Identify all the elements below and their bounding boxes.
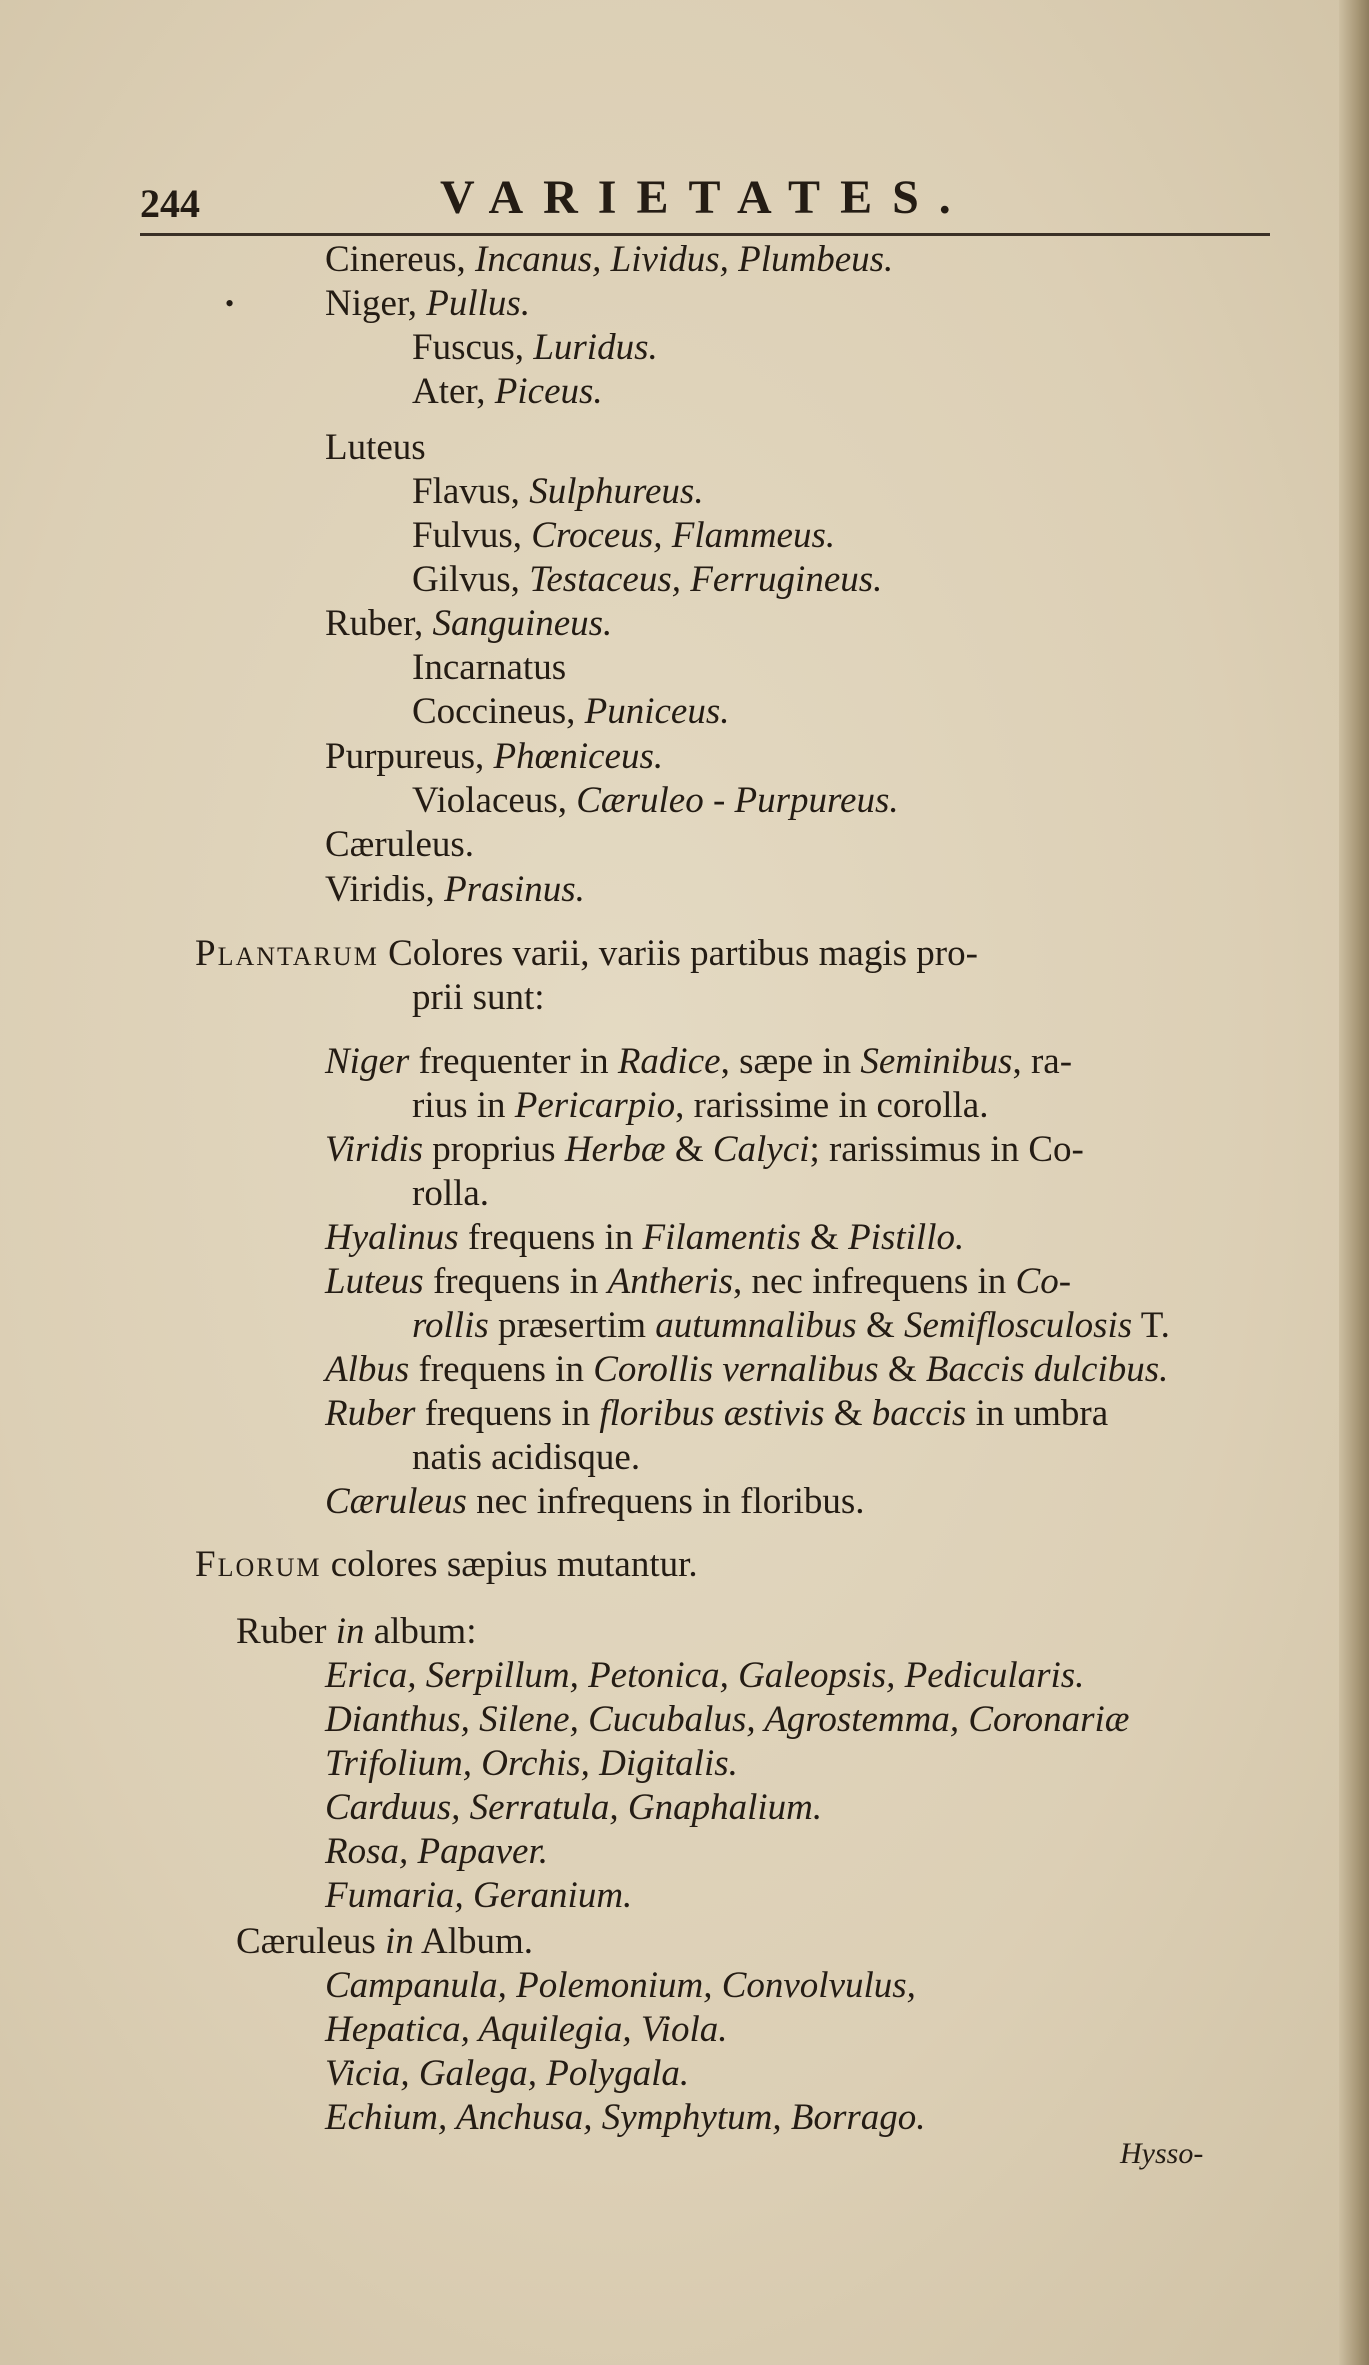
plantarum-paragraph: Plantarum Colores varii, variis partibus magis pro- [195,933,978,974]
variety-line: Violaceus, Cæruleo - Purpureus. [412,780,899,821]
genera-line: Campanula, Polemonium, Convolvulus, [325,1965,916,2006]
variety-line: Ater, Piceus. [412,371,603,412]
variety-line: Cinereus, Incanus, Lividus, Plumbeus. [325,239,894,280]
catchword: Hysso- [1120,2137,1204,2170]
plant-color-entry-cont: rius in Pericarpio, rarissime in corolla. [412,1085,989,1126]
genera-line: Erica, Serpillum, Petonica, Galeopsis, Pedicularis. [325,1655,1085,1696]
genera-line: Fumaria, Geranium. [325,1875,633,1916]
plant-color-entry: Viridis proprius Herbæ & Calyci; rarissimus in Co- [325,1129,1084,1170]
ruber-heading: Ruber in album: [236,1611,477,1652]
plant-color-entry-cont: rollis præsertim autumnalibus & Semiflosculosis T. [412,1305,1170,1346]
genera-line: Rosa, Papaver. [325,1831,548,1872]
genera-line: Trifolium, Orchis, Digitalis. [325,1743,738,1784]
variety-line: Fuscus, Luridus. [412,327,658,368]
plant-color-entry: Hyalinus frequens in Filamentis & Pistillo. [325,1217,965,1258]
variety-line: Coccineus, Puniceus. [412,691,730,732]
genera-line: Carduus, Serratula, Gnaphalium. [325,1787,823,1828]
variety-line: Cæruleus. [325,824,475,865]
variety-line: Luteus [325,427,426,468]
variety-line: Purpureus, Phœniceus. [325,736,664,777]
genera-line: Echium, Anchusa, Symphytum, Borrago. [325,2097,926,2138]
plant-color-entry-cont: natis acidisque. [412,1437,641,1478]
variety-line: Viridis, Prasinus. [325,869,585,910]
plant-color-entry: Cæruleus nec infrequens in floribus. [325,1481,865,1522]
caeruleus-heading: Cæruleus in Album. [236,1921,534,1962]
variety-line: Ruber, Sanguineus. [325,603,613,644]
plant-color-entry-cont: rolla. [412,1173,490,1214]
genera-line: Hepatica, Aquilegia, Viola. [325,2009,728,2050]
variety-line: Niger, Pullus. [325,283,531,324]
plant-color-entry: Ruber frequens in floribus æstivis & baccis in umbra [325,1393,1109,1434]
bullet-mark: • [225,289,235,318]
plant-color-entry: Albus frequens in Corollis vernalibus & Baccis dulcibus. [325,1349,1169,1390]
plant-color-entry: Luteus frequens in Antheris, nec infrequens in Co- [325,1261,1072,1302]
plantarum-paragraph-cont: prii sunt: [412,977,545,1018]
florum-heading: Florum colores sæpius mutantur. [195,1544,698,1585]
variety-line: Flavus, Sulphureus. [412,471,704,512]
page-number: 244 [140,181,200,226]
variety-line: Fulvus, Croceus, Flammeus. [412,515,836,556]
plant-color-entry: Niger frequenter in Radice, sæpe in Seminibus, ra- [325,1041,1073,1082]
variety-line: Gilvus, Testaceus, Ferrugineus. [412,559,883,600]
variety-line: Incarnatus [412,647,567,688]
genera-line: Dianthus, Silene, Cucubalus, Agrostemma, Coronariæ [325,1699,1130,1740]
running-title: VARIETATES. [440,171,971,224]
genera-line: Vicia, Galega, Polygala. [325,2053,690,2094]
